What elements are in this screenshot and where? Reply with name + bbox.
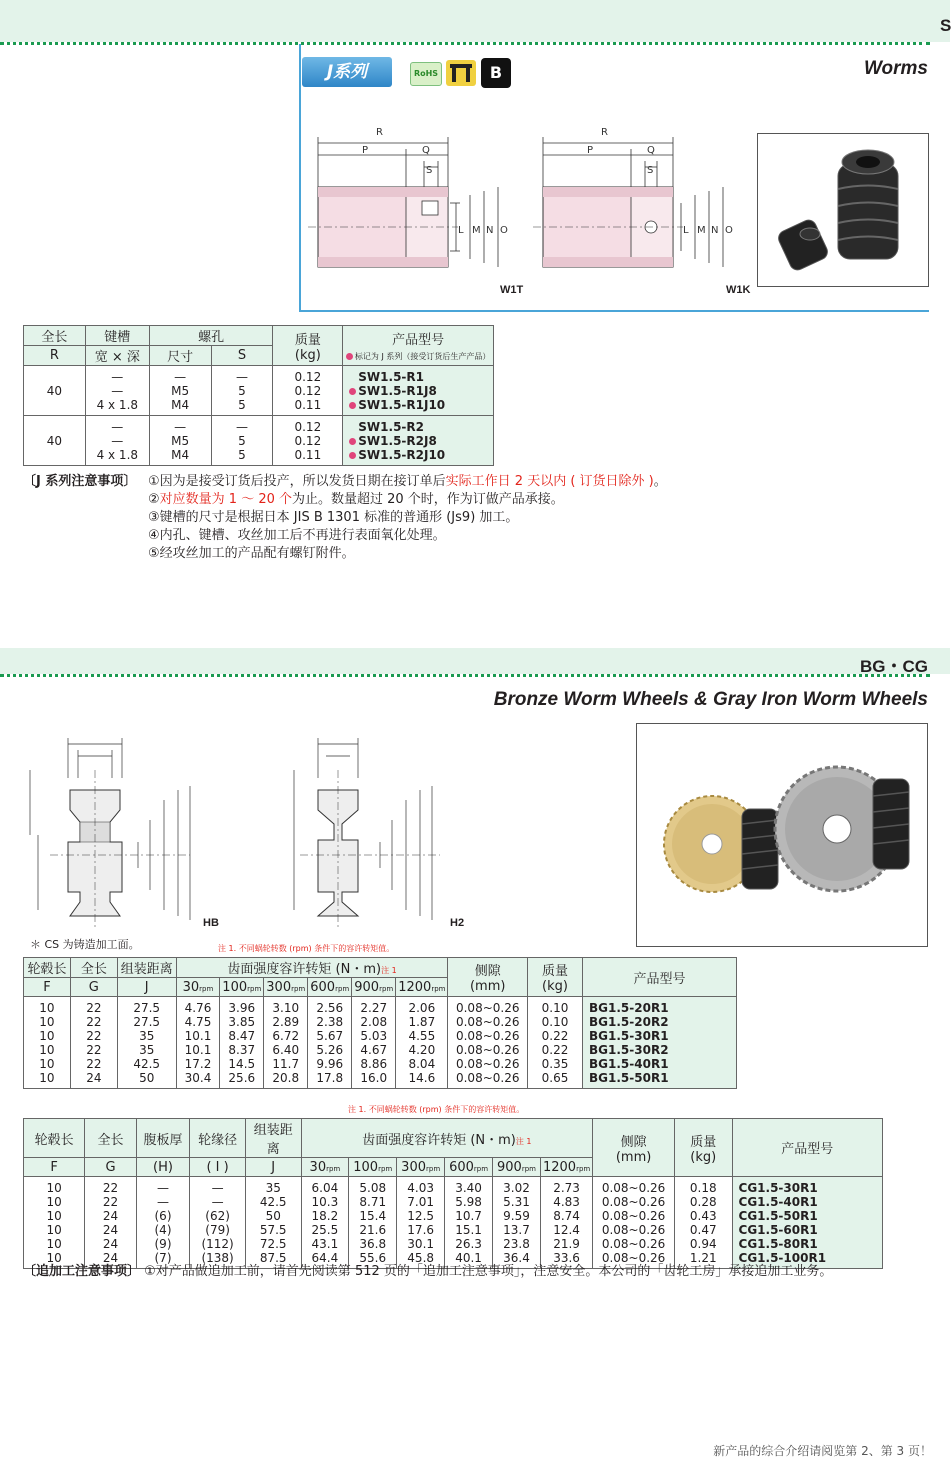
rpm-header: 900rpm xyxy=(493,1158,541,1177)
dim-l-2: L xyxy=(683,225,689,236)
value-cell: 10 10 10 10 10 10 xyxy=(24,1177,85,1269)
value-cell: 0.10 0.10 0.22 0.22 0.35 0.65 xyxy=(528,997,583,1089)
col-length: 全长 xyxy=(24,326,86,346)
col-model: 产品型号 标记为 J 系列（接受订货后生产产品） xyxy=(343,326,494,366)
model-cell: BG1.5-20R1 BG1.5-20R2 BG1.5-30R1 BG1.5-30R2 BG1.5-40R1 BG1.5-50R1 xyxy=(583,997,737,1089)
dim-n-2: N xyxy=(711,225,719,236)
hb-label: HB xyxy=(203,917,219,929)
dim-s: S xyxy=(426,165,433,176)
table-row xyxy=(24,366,494,416)
wheels-photo xyxy=(636,723,928,947)
j-series-badge: J系列 xyxy=(302,57,392,87)
dim-r: R xyxy=(376,127,383,138)
dim-m: M xyxy=(472,225,481,236)
table-row xyxy=(24,997,737,1089)
dim-q-2: Q xyxy=(647,145,655,156)
col-keyway: 键槽 xyxy=(85,326,149,346)
worm-photo xyxy=(757,133,929,287)
value-cell: 35 42.5 50 57.5 72.5 87.5 xyxy=(245,1177,301,1269)
note-line: ②对应数量为 1 ～ 20 个为止。数量超过 20 个时，作为订做产品承接。 xyxy=(148,492,564,507)
sub-header: G xyxy=(85,1158,136,1177)
w1t-label: W1T xyxy=(500,284,524,296)
value-cell: 27.5 27.5 35 35 42.5 50 xyxy=(117,997,176,1089)
cg-col-backlash: 侧隙 (mm) xyxy=(593,1119,675,1177)
dim-p: P xyxy=(362,145,369,156)
size-cell: — M5 M4 xyxy=(149,416,211,466)
value-cell: 2.56 2.38 5.67 5.26 9.96 17.8 xyxy=(308,997,352,1089)
dim-l: L xyxy=(458,225,464,236)
table-row xyxy=(24,1177,883,1269)
rpm-header: 30rpm xyxy=(176,978,220,997)
note-line: ④内孔、键槽、攻丝加工后不再进行表面氧化处理。 xyxy=(148,528,446,543)
dim-p-2: P xyxy=(587,145,594,156)
w1t-body xyxy=(308,187,458,267)
cg-col-rim: 轮缘径 xyxy=(190,1119,246,1158)
cg-col-length: 全长 xyxy=(85,1119,136,1158)
value-cell: 5.08 8.71 15.4 21.6 36.8 55.6 xyxy=(349,1177,397,1269)
bg-col-backlash: 侧隙 (mm) xyxy=(448,958,528,997)
rpm-header: 300rpm xyxy=(397,1158,445,1177)
rpm-header: 600rpm xyxy=(445,1158,493,1177)
table-row xyxy=(24,416,494,466)
bg-col-mass: 质量 (kg) xyxy=(528,958,583,997)
value-cell: — — (6) (4) (9) (7) xyxy=(136,1177,190,1269)
bg-spec-table xyxy=(23,957,737,1089)
size-cell: — M5 M4 xyxy=(149,366,211,416)
wheels-divider xyxy=(0,674,930,677)
length-cell: 40 xyxy=(24,416,86,466)
note-line: ①因为是接受订货后投产，所以发货日期在接订单后实际工作日 2 天以内 ( 订货日除外 )。 xyxy=(148,474,667,489)
rpm-header: 30rpm xyxy=(301,1158,349,1177)
post-process-notes xyxy=(23,1263,933,1281)
col-screw: 螺孔 xyxy=(149,326,273,346)
value-cell: 0.18 0.28 0.43 0.47 0.94 1.21 xyxy=(674,1177,732,1269)
dim-q: Q xyxy=(422,145,430,156)
bg-col-model: 产品型号 xyxy=(583,958,737,997)
hb-wheel-section xyxy=(50,770,190,930)
post-notes-title: 〔追加工注意事项〕 xyxy=(23,1264,141,1279)
wheels-title: Bronze Worm Wheels & Gray Iron Worm Wheels xyxy=(493,689,928,710)
cg-spec-table xyxy=(23,1118,883,1269)
s-cell: — 5 5 xyxy=(211,416,273,466)
cg-col-hub: 轮毂长 xyxy=(24,1119,85,1158)
value-cell: 0.08~0.26 0.08~0.26 0.08~0.26 0.08~0.26 0.08~0.26 0.08~0.26 xyxy=(593,1177,675,1269)
worms-spec-table xyxy=(23,325,494,466)
value-cell: 2.06 1.87 4.55 4.20 8.04 14.6 xyxy=(396,997,448,1089)
bg-col-torque: 齿面强度容许转矩 (N・m)注 1 xyxy=(176,958,448,978)
sub-size: 尺寸 xyxy=(149,346,211,366)
rpm-header: 300rpm xyxy=(264,978,308,997)
value-cell: 3.10 2.89 6.72 6.40 11.7 20.8 xyxy=(264,997,308,1089)
value-cell: — — (62) (79) (112) (138) xyxy=(190,1177,246,1269)
wheels-band xyxy=(0,648,950,674)
value-cell: 6.04 10.3 18.2 25.5 43.1 64.4 xyxy=(301,1177,349,1269)
value-cell: 22 22 22 22 22 24 xyxy=(70,997,117,1089)
dim-m-2: M xyxy=(697,225,706,236)
dim-o: O xyxy=(500,225,508,236)
worms-frame-bottom xyxy=(299,310,929,312)
note-line: ③键槽的尺寸是根据日本 JIS B 1301 标准的普通形 (Js9) 加工。 xyxy=(148,510,519,525)
sub-header: F xyxy=(24,1158,85,1177)
torque-note-1: 注 1. 不同蜗轮转数 (rpm) 条件下的容许转矩值。 xyxy=(218,944,395,953)
value-cell: 10 10 10 10 10 10 xyxy=(24,997,71,1089)
value-cell: 3.02 5.31 9.59 13.7 23.8 36.4 xyxy=(493,1177,541,1269)
w1t-diagram xyxy=(308,115,523,300)
w1k-label: W1K xyxy=(726,284,751,296)
s-cell: — 5 5 xyxy=(211,366,273,416)
sub-header: (H) xyxy=(136,1158,190,1177)
worms-title: Worms xyxy=(863,58,928,79)
cg-col-distance: 组装距离 xyxy=(245,1119,301,1158)
h2-diagram xyxy=(280,730,480,935)
sub-header: G xyxy=(70,978,117,997)
dim-r-2: R xyxy=(601,127,608,138)
torque-note-2: 注 1. 不同蜗轮转数 (rpm) 条件下的容许转矩值。 xyxy=(348,1105,525,1114)
sub-r: R xyxy=(24,346,86,366)
rohs-icon: RoHS xyxy=(410,62,442,86)
value-cell: 22 22 24 24 24 24 xyxy=(85,1177,136,1269)
bg-col-hub: 轮毂长 xyxy=(24,958,71,978)
cg-col-model: 产品型号 xyxy=(732,1119,882,1177)
mass-cell: 0.12 0.12 0.11 xyxy=(273,416,343,466)
dim-s-2: S xyxy=(647,165,654,176)
top-band xyxy=(0,0,950,42)
value-cell: 2.73 4.83 8.74 12.4 21.9 33.6 xyxy=(540,1177,592,1269)
b-material-icon: B xyxy=(481,58,511,88)
rpm-header: 900rpm xyxy=(352,978,396,997)
wheels-code: BG・CG xyxy=(860,657,928,676)
length-cell: 40 xyxy=(24,366,86,416)
sub-header: F xyxy=(24,978,71,997)
mass-cell: 0.12 0.12 0.11 xyxy=(273,366,343,416)
value-cell: 0.08~0.26 0.08~0.26 0.08~0.26 0.08~0.26 0.08~0.26 0.08~0.26 xyxy=(448,997,528,1089)
rpm-header: 1200rpm xyxy=(396,978,448,997)
keyway-cell: — — 4 x 1.8 xyxy=(85,366,149,416)
rpm-header: 100rpm xyxy=(349,1158,397,1177)
cg-col-web: 腹板厚 xyxy=(136,1119,190,1158)
bg-col-length: 全长 xyxy=(70,958,117,978)
dim-o-2: O xyxy=(725,225,733,236)
value-cell: 4.76 4.75 10.1 10.1 17.2 30.4 xyxy=(176,997,220,1089)
sub-keyway: 宽 × 深 xyxy=(85,346,149,366)
note-line: ⑤经攻丝加工的产品配有螺钉附件。 xyxy=(148,546,355,561)
cs-note: ＊ CS 为铸造加工面。 xyxy=(30,938,140,951)
sub-header: J xyxy=(245,1158,301,1177)
value-cell: 3.96 3.85 8.47 8.37 14.5 25.6 xyxy=(220,997,264,1089)
rpm-header: 1200rpm xyxy=(540,1158,592,1177)
hb-diagram xyxy=(20,730,235,935)
footer-note: 新产品的综合介绍请阅览第 2、第 3 页！ xyxy=(713,1444,932,1458)
rpm-header: 100rpm xyxy=(220,978,264,997)
w1k-body xyxy=(533,187,683,267)
value-cell: 2.27 2.08 5.03 4.67 8.86 16.0 xyxy=(352,997,396,1089)
rpm-header: 600rpm xyxy=(308,978,352,997)
value-cell: 3.40 5.98 10.7 15.1 26.3 40.1 xyxy=(445,1177,493,1269)
value-cell: 4.03 7.01 12.5 17.6 30.1 45.8 xyxy=(397,1177,445,1269)
bg-col-distance: 组装距离 xyxy=(117,958,176,978)
keyway-cell: — — 4 x 1.8 xyxy=(85,416,149,466)
model-cell: SW1.5-R1 SW1.5-R1J8 SW1.5-R1J10 xyxy=(343,366,494,416)
dim-n: N xyxy=(486,225,494,236)
w1k-diagram xyxy=(533,115,751,300)
model-cell: SW1.5-R2 SW1.5-R2J8 SW1.5-R2J10 xyxy=(343,416,494,466)
sub-header: J xyxy=(117,978,176,997)
col-mass: 质量 (kg) xyxy=(273,326,343,366)
j-notes-title: 〔J 系列注意事项〕 xyxy=(23,474,137,489)
model-cell: CG1.5-30R1 CG1.5-40R1 CG1.5-50R1 CG1.5-60R1 CG1.5-80R1 CG1.5-100R1 xyxy=(732,1177,882,1269)
gear-type-icon xyxy=(446,60,476,86)
post-note-text: ①对产品做追加工前，请首先阅读第 512 页的「追加工注意事项」，注意安全。本公司的「齿轮工房」承接追加工业务。 xyxy=(144,1264,833,1279)
cg-col-mass: 质量 (kg) xyxy=(674,1119,732,1177)
h2-label: H2 xyxy=(450,917,465,929)
section-code: S xyxy=(940,16,951,35)
sub-header: ( I ) xyxy=(190,1158,246,1177)
sub-s: S xyxy=(211,346,273,366)
cg-col-torque: 齿面强度容许转矩 (N・m)注 1 xyxy=(301,1119,593,1158)
h2-wheel-section xyxy=(300,770,440,930)
